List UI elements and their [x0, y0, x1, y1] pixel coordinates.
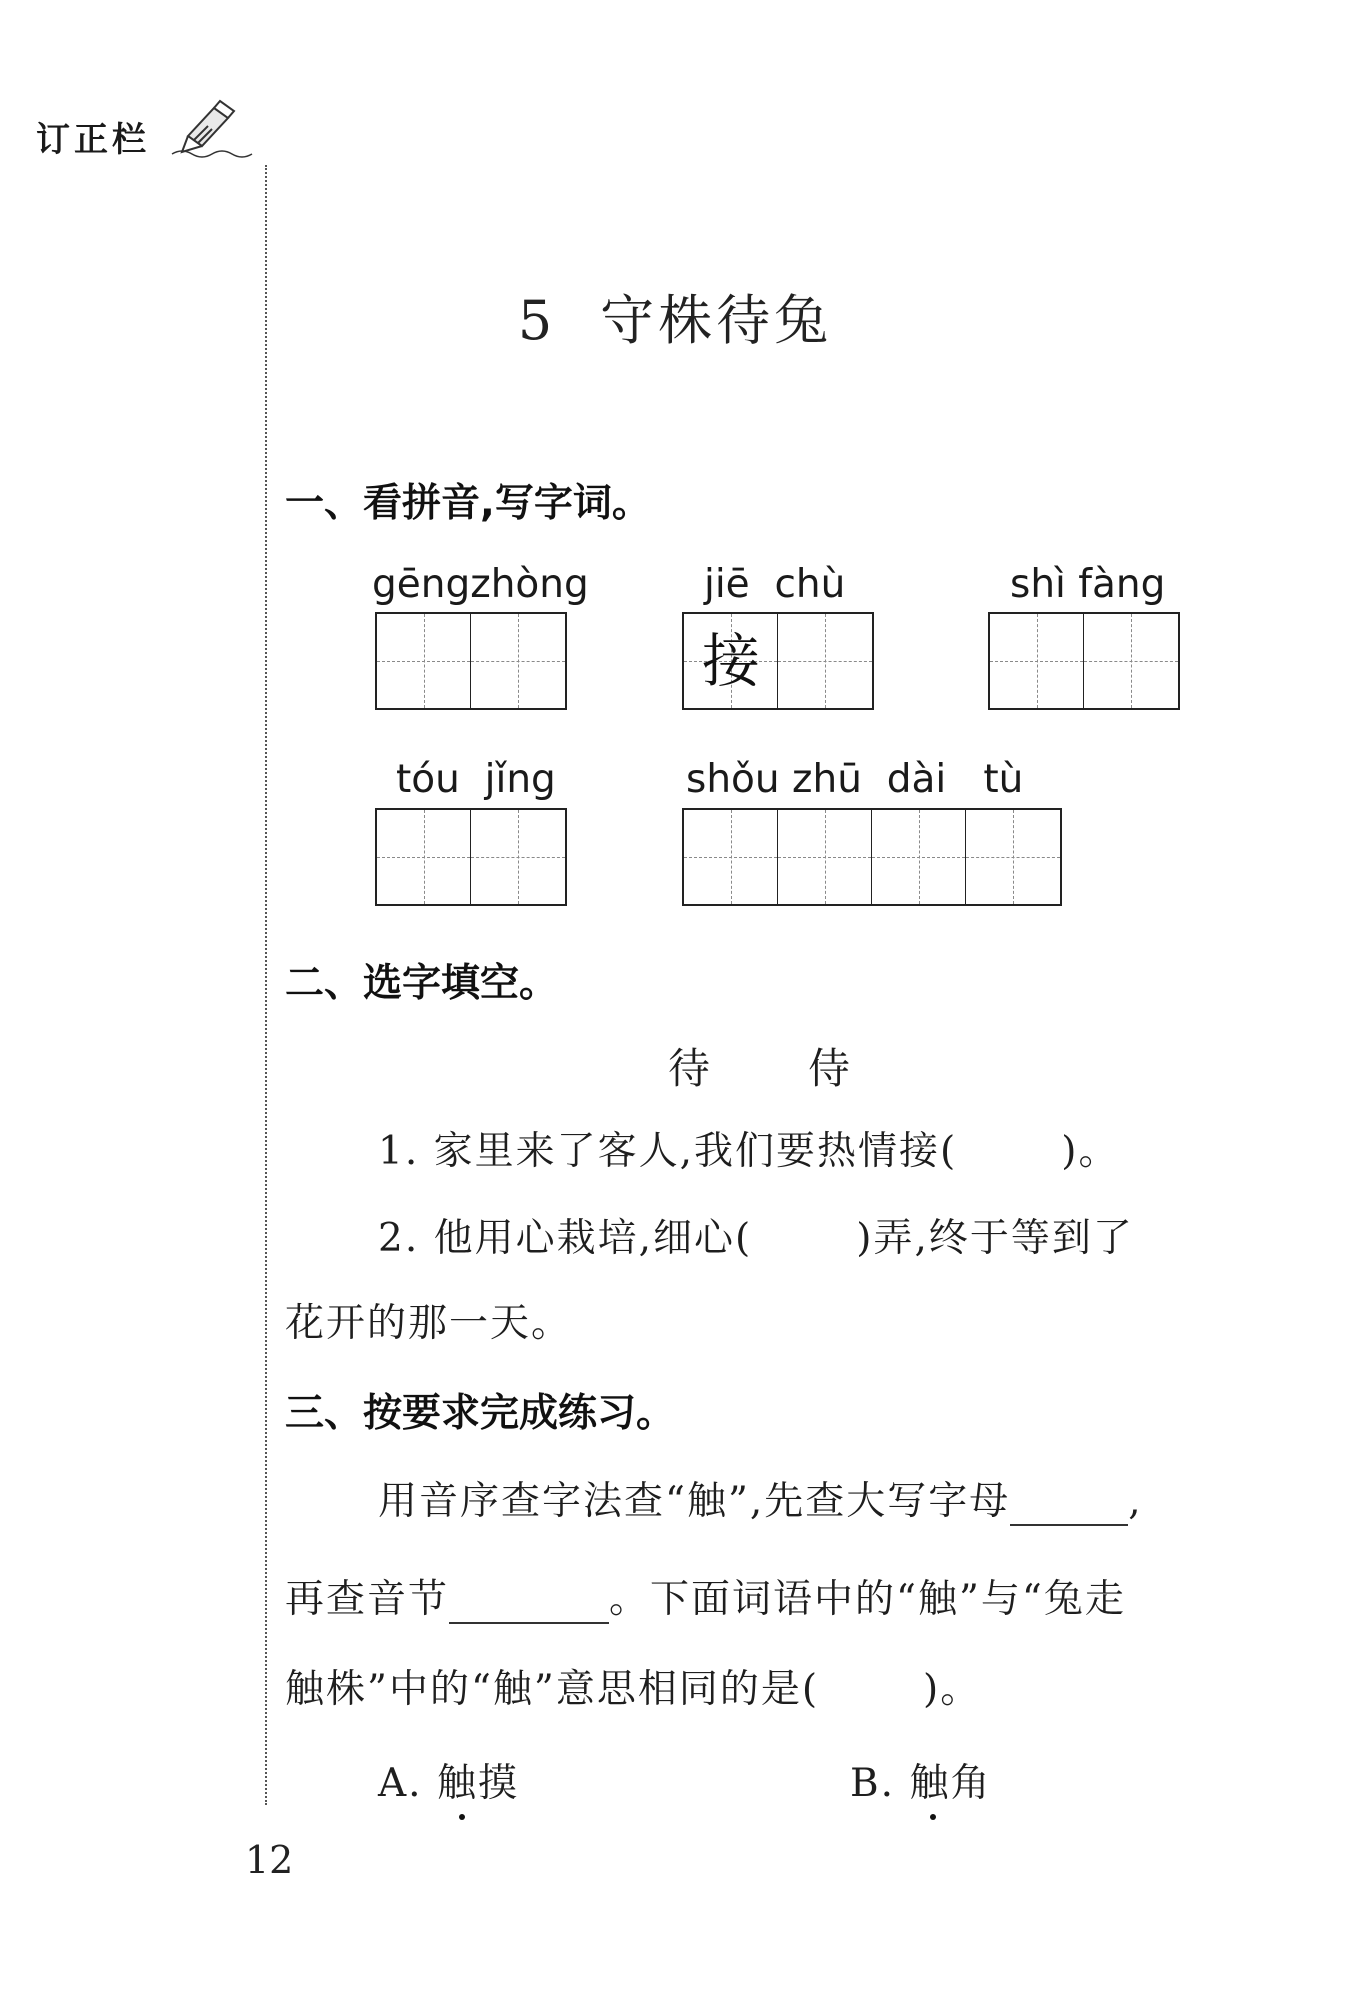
- question-2: 2. 他用心栽培,细心( )弄,终于等到了: [378, 1216, 1134, 1261]
- grid-cell[interactable]: [872, 810, 966, 904]
- grid-cell[interactable]: [1084, 614, 1178, 708]
- choice-character: 待: [668, 1044, 713, 1093]
- answer-blank[interactable]: [1010, 1484, 1128, 1526]
- pinyin-label: tóu jǐng: [396, 757, 556, 802]
- grid-cell[interactable]: [778, 614, 872, 708]
- question-1: 1. 家里来了客人,我们要热情接( )。: [378, 1129, 1120, 1174]
- exercise-line-3: 触株”中的“触”意思相同的是( )。: [285, 1667, 982, 1712]
- choice-character: 侍: [808, 1044, 853, 1093]
- grid-cell[interactable]: [377, 810, 471, 904]
- emphasis-dot: [459, 1814, 465, 1820]
- writing-grid[interactable]: [375, 612, 567, 710]
- exercise-line-2: 再查音节 。下面词语中的“触”与“兔走: [285, 1577, 1126, 1622]
- grid-cell[interactable]: [990, 614, 1084, 708]
- emphasis-dot: [930, 1814, 936, 1820]
- pinyin-label: shǒu zhū dài tù: [686, 757, 1024, 802]
- section2-heading: 二、选字填空。: [285, 961, 559, 1006]
- writing-grid[interactable]: [988, 612, 1180, 710]
- grid-cell[interactable]: [471, 614, 565, 708]
- lesson-number: 5: [517, 289, 557, 352]
- section1-heading: 一、看拼音,写字词。: [285, 481, 651, 526]
- pinyin-label: gēngzhòng: [372, 562, 589, 607]
- pencil-icon: [170, 92, 260, 162]
- grid-cell[interactable]: [684, 810, 778, 904]
- correction-column-title: 订正栏: [36, 120, 150, 160]
- writing-grid[interactable]: [682, 612, 874, 710]
- lesson-name: 守株待兔: [600, 289, 833, 352]
- pinyin-label: jiē chù: [704, 562, 846, 607]
- page-number: 12: [245, 1838, 294, 1882]
- correction-divider: [265, 165, 267, 1805]
- writing-grid[interactable]: [375, 808, 567, 906]
- section3-heading: 三、按要求完成练习。: [285, 1391, 676, 1436]
- option-b[interactable]: B. 触角: [850, 1761, 992, 1806]
- answer-blank[interactable]: [449, 1582, 609, 1624]
- writing-grid[interactable]: [682, 808, 1062, 906]
- pinyin-label: shì fàng: [1010, 562, 1166, 607]
- lesson-title: [0, 278, 1350, 355]
- grid-cell[interactable]: [684, 614, 778, 708]
- filled-character: 接: [701, 627, 760, 695]
- grid-cell[interactable]: [471, 810, 565, 904]
- question-2-continued: 花开的那一天。: [285, 1301, 573, 1346]
- option-a[interactable]: A. 触摸: [378, 1761, 519, 1806]
- grid-cell[interactable]: [966, 810, 1060, 904]
- grid-cell[interactable]: [778, 810, 872, 904]
- grid-cell[interactable]: [377, 614, 471, 708]
- exercise-line-1: 用音序查字法查“触”,先查大写字母 ,: [378, 1479, 1143, 1524]
